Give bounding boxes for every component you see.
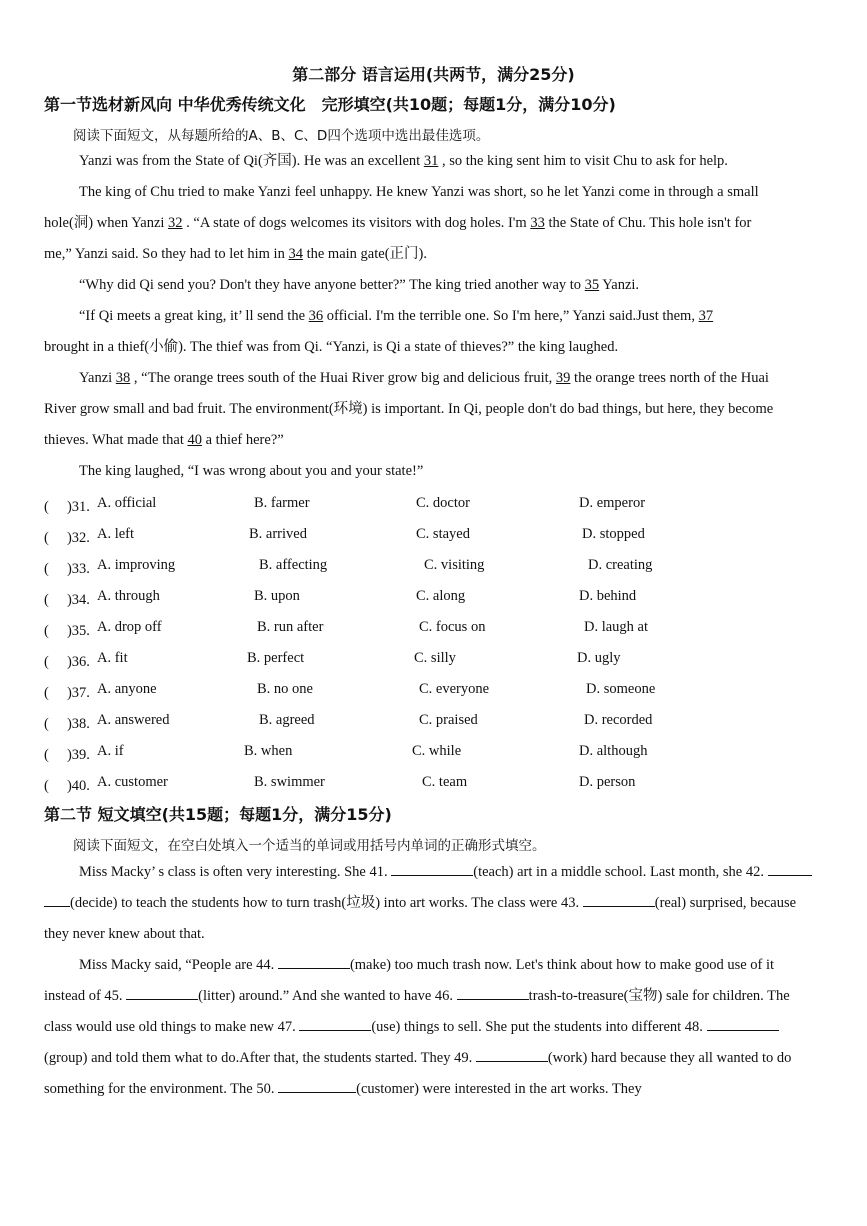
option-c[interactable]: C. silly [414,650,456,666]
option-a[interactable]: A. anyone [97,681,157,697]
blank-39: 39 [555,370,571,386]
option-d[interactable]: D. someone [586,681,656,697]
passage1-line: thieves. What made that 40 a thief here?” [44,432,284,448]
answer-bracket[interactable]: ( )37. [44,685,90,701]
blank-32: 32 [168,215,183,231]
option-b[interactable]: B. upon [254,588,300,604]
option-c[interactable]: C. focus on [419,619,486,635]
blank-42-cont[interactable] [44,892,70,907]
option-c[interactable]: C. visiting [424,557,485,573]
option-c[interactable]: C. praised [419,712,478,728]
option-b[interactable]: B. swimmer [254,774,325,790]
part-title: 第二部分 语言运用(共两节，满分25分) [292,65,575,84]
option-a[interactable]: A. customer [97,774,168,790]
question-row [44,526,824,557]
option-b[interactable]: B. perfect [247,650,305,666]
answer-bracket[interactable]: ( )35. [44,623,90,639]
option-b[interactable]: B. no one [257,681,313,697]
blank-34: 34 [288,246,303,262]
blank-33: 33 [530,215,545,231]
option-b[interactable]: B. agreed [259,712,315,728]
option-c[interactable]: C. along [416,588,466,604]
option-d[interactable]: D. person [579,774,636,790]
answer-bracket[interactable]: ( )40. [44,778,90,794]
option-b[interactable]: B. arrived [249,526,307,542]
blank-47[interactable] [299,1016,371,1031]
blank-35: 35 [584,277,600,293]
option-b[interactable]: B. affecting [259,557,328,573]
option-b[interactable]: B. run after [257,619,324,635]
section1-instruction: 阅读下面短文，从每题所给的A、B、C、D四个选项中选出最佳选项。 [73,128,490,144]
option-c[interactable]: C. while [412,743,462,759]
passage1-line: The king of Chu tried to make Yanzi feel unhappy. He knew Yanzi was short, so he let Yanzi come in through a small [79,184,759,200]
question-row [44,557,824,588]
blank-44[interactable] [278,954,350,969]
passage1-line: “If Qi meets a great king, it’ ll send the 36 official. I'm the terrible one. So I'm here,” Yanzi said.Just them, 37 [79,308,714,324]
blank-36: 36 [308,308,324,324]
passage1-line: brought in a thief(小偷). The thief was from Qi. “Yanzi, is Qi a state of thieves?” the king laughed. [44,339,619,355]
question-row [44,619,824,650]
option-d[interactable]: D. although [579,743,648,759]
answer-bracket[interactable]: ( )31. [44,499,90,515]
option-b[interactable]: B. farmer [254,495,310,511]
passage1-line: me,” Yanzi said. So they had to let him in 34 the main gate(正门). [44,246,427,262]
question-row [44,588,824,619]
answer-bracket[interactable]: ( )32. [44,530,90,546]
passage1-line: hole(洞) when Yanzi 32 . “A state of dogs welcomes its visitors with dog holes. I'm 33 the State of Chu. This hole isn't for [44,215,752,231]
blank-43[interactable] [583,892,655,907]
passage2 [44,857,824,1105]
answer-bracket[interactable]: ( )38. [44,716,90,732]
section1-heading: 第一节选材新风向 中华优秀传统文化 完形填空(共10题；每题1分，满分10分) [44,95,616,114]
question-row [44,650,824,681]
option-a[interactable]: A. answered [97,712,170,728]
option-a[interactable]: A. left [97,526,135,542]
option-b[interactable]: B. when [244,743,293,759]
passage2-line: (decide) to teach the students how to turn trash(垃圾) into art works. The class were 43. (real) surprised, because [44,888,824,919]
option-d[interactable]: D. recorded [584,712,653,728]
blank-50[interactable] [278,1078,356,1093]
blank-40: 40 [187,432,202,448]
blank-45[interactable] [126,985,198,1000]
option-d[interactable]: D. behind [579,588,637,604]
passage2-line: instead of 45. (litter) around.” And she wanted to have 46. trash-to-treasure(宝物) sale for children. The [44,981,824,1012]
passage2-line: (group) and told them what to do.After that, the students started. They 49. (work) hard because they all wanted to do [44,1043,824,1074]
blank-46[interactable] [457,985,529,1000]
option-c[interactable]: C. team [422,774,468,790]
question-row [44,774,824,805]
blank-41[interactable] [391,861,473,876]
option-d[interactable]: D. stopped [582,526,645,542]
passage1-line: River grow small and bad fruit. The environment(环境) is important. In Qi, people don't do bad things, but here, they become [44,401,774,417]
passage1 [44,146,824,487]
option-a[interactable]: A. through [97,588,160,604]
blank-31: 31 [423,153,439,169]
passage1-line: Yanzi was from the State of Qi(齐国). He was an excellent 31 , so the king sent him to visit Chu to ask for help. [79,153,728,169]
question-row [44,743,824,774]
option-a[interactable]: A. improving [97,557,176,573]
section2-instruction: 阅读下面短文，在空白处填入一个适当的单词或用括号内单词的正确形式填空。 [73,838,546,854]
answer-bracket[interactable]: ( )33. [44,561,90,577]
passage1-line: The king laughed, “I was wrong about you and your state!” [79,463,424,479]
blank-49[interactable] [476,1047,548,1062]
passage1-line: “Why did Qi send you? Don't they have anyone better?” The king tried another way to 35 Yanzi. [79,277,640,293]
passage2-line: they never knew about that. [44,926,205,942]
section2-heading: 第二节 短文填空(共15题；每题1分，满分15分) [44,805,392,824]
passage2-line: Miss Macky’ s class is often very interesting. She 41. (teach) art in a middle school. Last month, she 42. [44,857,824,888]
option-d[interactable]: D. laugh at [584,619,649,635]
option-d[interactable]: D. ugly [577,650,621,666]
option-a[interactable]: A. drop off [97,619,162,635]
option-d[interactable]: D. creating [588,557,653,573]
blank-48[interactable] [707,1016,779,1031]
option-c[interactable]: C. stayed [416,526,470,542]
passage2-line: class would use old things to make new 47. (use) things to sell. She put the students into different 48. [44,1012,824,1043]
passage1-line: Yanzi 38 , “The orange trees south of the Huai River grow big and delicious fruit, 39 the orange trees north of the Huai [79,370,769,386]
blank-38: 38 [115,370,131,386]
blank-37: 37 [698,308,714,324]
question-row [44,495,824,526]
answer-bracket[interactable]: ( )39. [44,747,90,763]
question-row [44,681,824,712]
blank-42[interactable] [768,861,812,876]
passage2-line: Miss Macky said, “People are 44. (make) too much trash now. Let's think about how to make good use of it [44,950,824,981]
answer-bracket[interactable]: ( )34. [44,592,90,608]
option-d[interactable]: D. emperor [579,495,646,511]
option-c[interactable]: C. doctor [416,495,470,511]
option-a[interactable]: A. if [97,743,124,759]
option-c[interactable]: C. everyone [419,681,490,697]
passage2-line: something for the environment. The 50. (customer) were interested in the art works. They [44,1074,824,1105]
option-a[interactable]: A. official [97,495,157,511]
option-a[interactable]: A. fit [97,650,128,666]
answer-bracket[interactable]: ( )36. [44,654,90,670]
question-row [44,712,824,743]
